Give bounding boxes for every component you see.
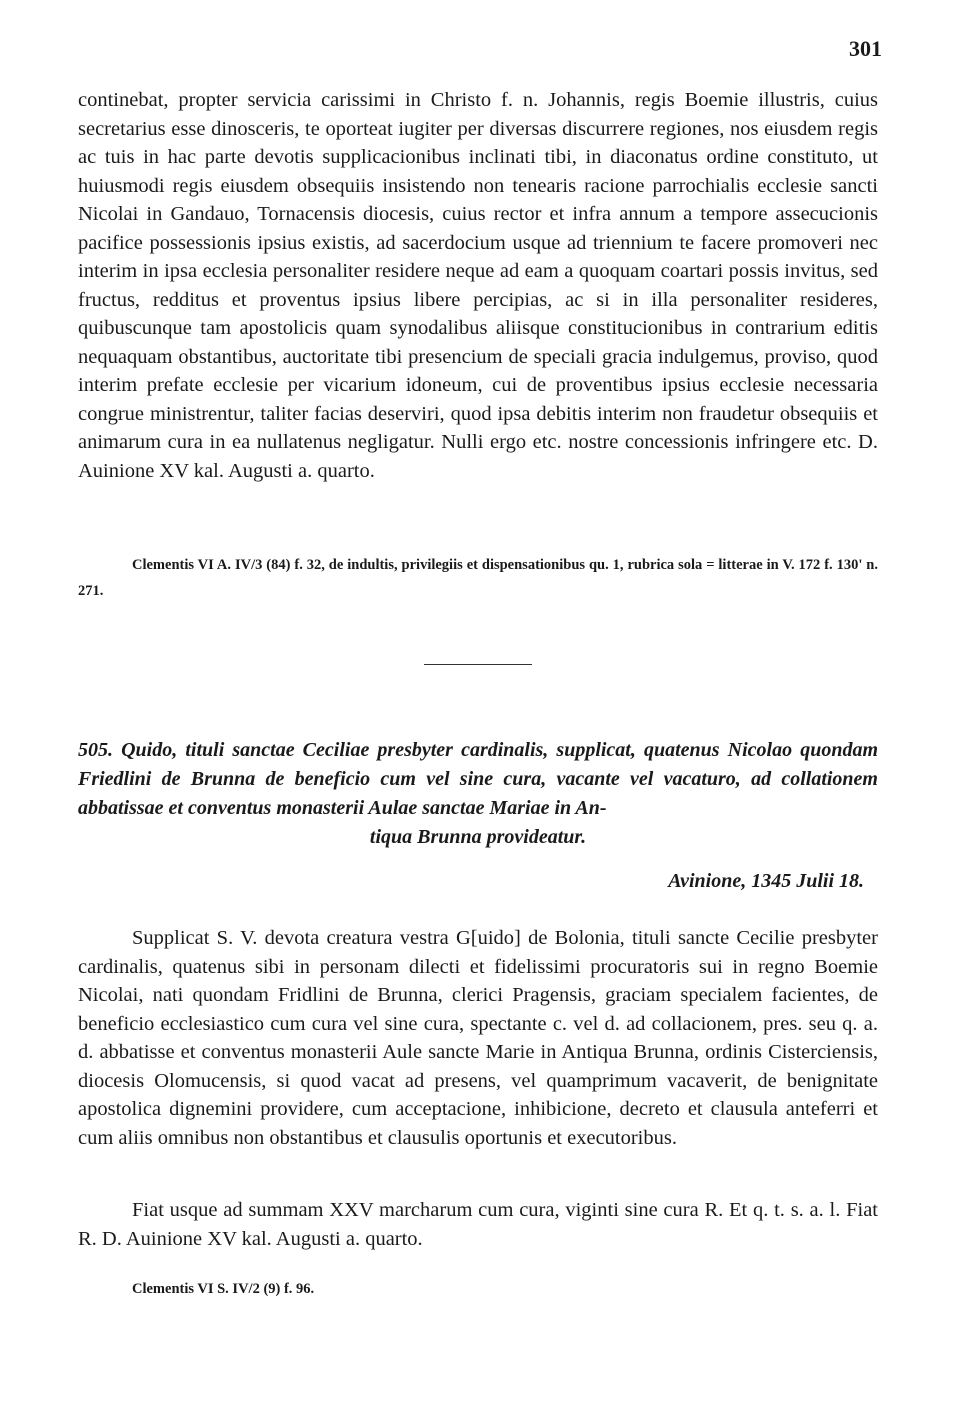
continuation-paragraph: continebat, propter servicia carissimi in Christo f. n. Johannis, regis Boemie illustris, cuius secretarius esse dinosceris, te oporteat iugiter per diversas discurrere regiones, nos eiusdem regis ac tuis in hac parte devotis supplicacionibus inclinati tibi, in diaconatus ordine constituto, ut huiusmodi regis eiusdem obsequiis insistendo non tenearis racione parrochialis ecclesie sancti Nicolai in Gandauo, Tornacensis diocesis, cuius rector et infra annum a tempore assecucionis pacifice possessionis ipsius existis, ad sacerdocium usque ad triennium te facere promoveri nec interim in ipsa ecclesia personaliter residere neque ad eam a quoquam coartari possis invitus, sed fructus, redditus et proventus ipsius libere percipias, ac si in illa personaliter resideres, quibuscunque tam apostolicis quam synodalibus aliisque constitucionibus in contrarium editis nequaquam obstantibus, auctoritate tibi presencium de speciali gracia indulgemus, proviso, quod interim prefate ecclesie per vicarium idoneum, cui de proventibus ipsius ecclesie necessaria congrue ministrentur, taliter facias deserviri, quod ipsa debitis interim non fraudetur obsequiis et animarum cura in ea nullatenus negligatur. Nulli ergo etc. nostre concessionis infringere etc. D. Auinione XV kal. Augusti a. quarto.: [78, 89, 878, 482]
fiat-paragraph: Fiat usque ad summam XXV marcharum cum cura, viginti sine cura R. Et q. t. s. a. l. Fiat R. D. Auinione XV kal. Augusti a. quarto.: [78, 1199, 878, 1250]
entry-source-note: Clementis VI S. IV/2 (9) f. 96.: [132, 1281, 315, 1297]
entry-date: Avinione, 1345 Julii 18.: [668, 870, 864, 892]
entry-heading-last-line: tiqua Brunna provideatur.: [369, 826, 587, 848]
entry-heading: [78, 736, 878, 852]
supplicat-paragraph: Supplicat S. V. devota creatura vestra G[uido] de Bolonia, tituli sancte Cecilie presbyter cardinalis, quatenus sibi in personam dilecti et fidelissimi procuratoris sui in regno Boemie Nicolai, nati quondam Fridlini de Brunna, clerici Pragensis, graciam specialem facientes, de beneficio ecclesiastico cum cura vel sine cura, spectante c. vel d. ad collacionem, pres. seu q. a. d. abbatisse et conventus monasterii Aule sancte Marie in Antiqua Brunna, ordinis Cisterciensis, diocesis Olomucensis, si quod vacat ad presens, vel quamprimum vacaverit, de benignitate apostolica dignemini providere, cum acceptacione, inhibicione, decreto et clausula anteferri et cum aliis omnibus non obstantibus et clausulis oportunis et executoribus.: [78, 927, 878, 1149]
entry-number: 505.: [78, 739, 113, 761]
entry-heading-text: Quido, tituli sanctae Ceciliae presbyter cardinalis, supplicat, quatenus Nicolao quondam Friedlini de Brunna de beneficio cum vel sine cura, vacante vel vacaturo, ad collationem abbatissae et conventus monasterii Aulae sanctae Mariae in An-: [78, 739, 879, 819]
section-separator: [424, 664, 532, 665]
page-number: 301: [849, 36, 882, 61]
continuation-source-note: Clementis VI A. IV/3 (84) f. 32, de indultis, privilegiis et dispensationibus qu. 1, rubrica sola = litterae in V. 172 f. 130' n. 271.: [78, 557, 878, 599]
